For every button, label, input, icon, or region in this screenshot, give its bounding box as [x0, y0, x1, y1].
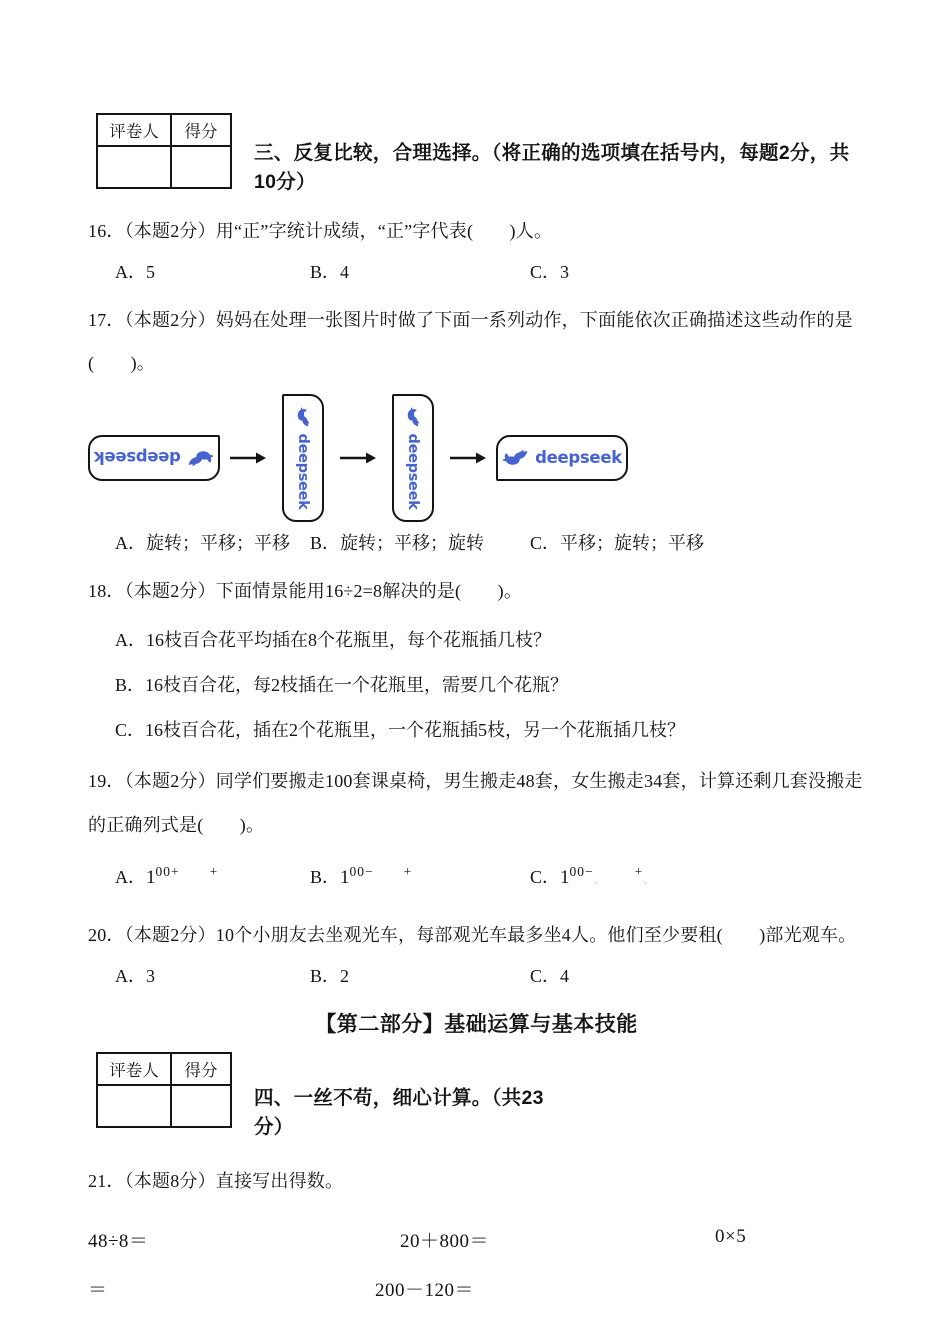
- question-20-text: 20．（本题2分）10个小朋友去坐观光车，每部观光车最多坐4人。他们至少要租( )部光观车。: [88, 925, 857, 946]
- question-20-options: [88, 961, 865, 992]
- calc-row-2: [88, 1275, 865, 1302]
- option-a: A．16枝百合花平均插在8个花瓶里，每个花瓶插几枝？: [115, 630, 551, 651]
- option-a: A．$1^{00+}$ +: [115, 863, 219, 888]
- math-expression: 48÷8＝: [88, 1230, 149, 1252]
- option-a: A．5: [115, 261, 155, 282]
- score-header-cell: 得分: [171, 114, 231, 146]
- option-c: C．4: [530, 966, 570, 987]
- section-three-header: [88, 113, 865, 198]
- deepseek-whale-icon: [188, 449, 214, 467]
- section-four-header: [88, 1052, 865, 1143]
- question-16-text: 16．（本题2分）用“正”字统计成绩，“正”字代表( )人。: [88, 220, 553, 241]
- question-16-options: [88, 257, 865, 288]
- deepseek-whale-icon: [502, 449, 528, 467]
- logo-tile: [88, 435, 220, 481]
- option-c: C．3: [530, 261, 570, 282]
- grader-header-cell: 评卷人: [97, 1053, 171, 1085]
- option-b: B．16枝百合花，每2枝插在一个花瓶里，需要几个花瓶？: [115, 675, 569, 696]
- grader-value-cell: [97, 1085, 171, 1127]
- deepseek-logo-rotated-90: [282, 394, 324, 522]
- score-header-cell: 得分: [171, 1053, 231, 1085]
- math-expression: ＝: [88, 1279, 108, 1301]
- section-three-title: 三、反复比较，合理选择。（将正确的选项填在括号内，每题2分，共10分）: [254, 142, 850, 194]
- calc-row-1: [88, 1226, 865, 1253]
- grader-score-table: [96, 1052, 232, 1128]
- question-18-text: 18．（本题2分）下面情景能用16÷2=8解决的是( )。: [88, 581, 523, 602]
- option-a: A．3: [115, 966, 155, 987]
- deepseek-logo-rotated-180: [88, 435, 220, 481]
- question-19-text: 19．（本题2分）同学们要搬走100套课桌椅，男生搬走48套，女生搬走34套，计算还剩几套没搬走的正确列式是( )。: [88, 771, 863, 835]
- option-b: B．$1^{00-}$ +: [310, 863, 413, 888]
- deepseek-logo-text: deepseek: [295, 433, 311, 510]
- question-17-text: 17．（本题2分）妈妈在处理一张图片时做了下面一系列动作，下面能依次正确描述这些动作的是( )。: [88, 310, 853, 374]
- deepseek-logo-text: deepseek: [405, 433, 421, 510]
- math-expression: 200－120＝: [375, 1279, 475, 1301]
- deepseek-logo-text: deepseek: [535, 448, 622, 468]
- option-a: A．旋转；平移；平移: [115, 532, 290, 553]
- grader-header-cell: 评卷人: [97, 114, 171, 146]
- arrow-right-icon: [340, 451, 376, 465]
- logo-tile: [392, 394, 434, 522]
- deepseek-whale-icon: [406, 406, 420, 426]
- logo-tile: [496, 435, 628, 481]
- score-value-cell: [171, 1085, 231, 1127]
- option-b: B．旋转；平移；旋转: [310, 532, 485, 553]
- math-expression: 0×5: [715, 1225, 747, 1247]
- option-b: B．2: [310, 966, 350, 987]
- grader-score-table: [96, 113, 232, 189]
- deepseek-logo-rotated-90: [392, 394, 434, 522]
- logo-tile: [282, 394, 324, 522]
- option-c: C．平移；旋转；平移: [530, 532, 705, 553]
- question-19-options: [88, 861, 865, 894]
- score-value-cell: [171, 146, 231, 188]
- option-c: C．$1^{00-}$、+、: [530, 863, 655, 888]
- math-expression: 20＋800＝: [400, 1230, 490, 1252]
- section-four-title: 四、一丝不苟，细心计算。（共23分）: [254, 1086, 544, 1139]
- grader-value-cell: [97, 146, 171, 188]
- question-21-text: 21．（本题8分）直接写出得数。: [88, 1171, 344, 1192]
- deepseek-logo-normal: [496, 435, 628, 481]
- deepseek-whale-icon: [296, 406, 310, 426]
- transformation-sequence-figure: [88, 392, 865, 524]
- arrow-right-icon: [450, 451, 486, 465]
- part-two-header: 【第二部分】基础运算与基本技能: [315, 1012, 638, 1036]
- option-b: B．4: [310, 261, 350, 282]
- question-17-options: [88, 528, 865, 559]
- option-c: C．16枝百合花，插在2个花瓶里，一个花瓶插5枝，另一个花瓶插几枝？: [115, 720, 686, 741]
- deepseek-logo-text: deepseek: [94, 448, 181, 468]
- arrow-right-icon: [230, 451, 266, 465]
